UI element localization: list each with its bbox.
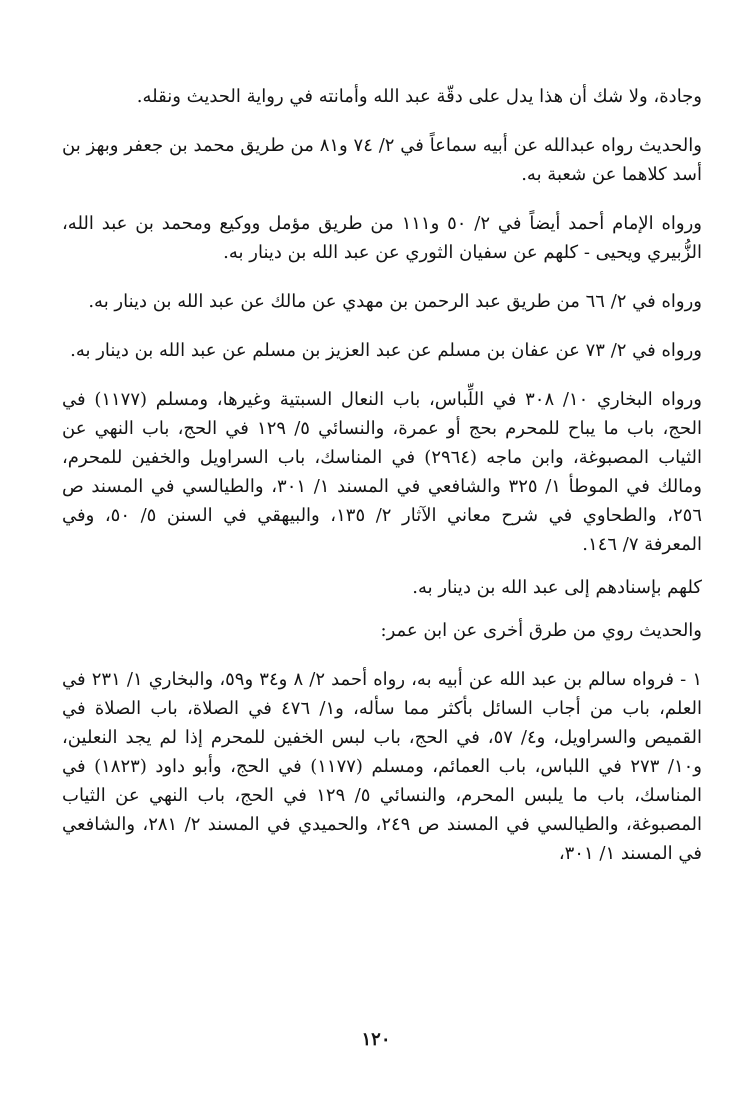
page-number: ١٢٠: [361, 1029, 391, 1050]
paragraph-ahmad-narration: ورواه الإمام أحمد أيضاً في ٢/ ٥٠ و١١١ من طريق مؤمل ووكيع ومحمد بن عبد الله، الزُّبيري ويحيى - كلهم عن سفيان الثوري عن عبد الله بن دينار به.: [62, 213, 702, 263]
paragraph-bukhari-narration: ورواه البخاري ١٠/ ٣٠٨ في اللِّباس، باب النعال السبتية وغيرها، ومسلم (١١٧٧) في الحج، باب ما يباح للمحرم بحج أو عمرة، والنسائي ٥/ ١٢٩ في الحج، باب النهي عن الثياب المصبوغة، وابن ماجه (٢٩٦٤) في المناسك، باب السراويل والخفين للمحرم، ومالك في الموطأ ١/ ٣٢٥ والشافعي في المسند ١/ ٣٠١، والطيالسي في المسند ص ٢٥٦، والطحاوي في شرح معاني الآثار ٢/ ١٣٥، والبيهقي في السنن ٥/ ٥٠، وفي المعرفة ٧/ ١٤٦.: [62, 389, 703, 555]
paragraph-isnad-summary: كلهم بإسنادهم إلى عبد الله بن دينار به.: [412, 577, 702, 598]
paragraph-affan-narration: ورواه في ٢/ ٧٣ عن عفان بن مسلم عن عبد العزيز بن مسلم عن عبد الله بن دينار به.: [70, 340, 702, 361]
paragraph-continuation: وجادة، ولا شك أن هذا يدل على دقّة عبد الله وأمانته في رواية الحديث ونقله.: [136, 86, 702, 107]
paragraph-abdullah-narration: والحديث رواه عبدالله عن أبيه سماعاً في ٢/ ٧٤ و٨١ من طريق محمد بن جعفر وبهز بن أسد كلاهما عن شعبة به.: [62, 135, 702, 185]
paragraph-ibn-mahdi-narration: ورواه في ٢/ ٦٦ من طريق عبد الرحمن بن مهدي عن مالك عن عبد الله بن دينار به.: [88, 291, 702, 312]
page-body: [62, 82, 702, 868]
paragraph-salim-narration: ١ - فرواه سالم بن عبد الله عن أبيه به، رواه أحمد ٢/ ٨ و٣٤ و٥٩، والبخاري ١/ ٢٣١ في العلم، باب من أجاب السائل بأكثر مما سأله، و١/ ٤٧٦ في الصلاة، باب الصلاة في القميص والسراويل، و٤/ ٥٧، في الحج، باب لبس الخفين للمحرم إذا لم يجد النعلين، و١٠/ ٢٧٣ في اللباس، باب العمائم، ومسلم (١١٧٧) في الحج، وأبو داود (١٨٢٣) في المناسك، باب ما يلبس المحرم، والنسائي ٥/ ١٢٩ في الحج، باب النهي عن الثياب المصبوغة، والطيالسي في المسند ص ٢٤٩، والحميدي في المسند ٢/ ٢٨١، والشافعي في المسند ١/ ٣٠١،: [62, 669, 703, 864]
paragraph-other-routes: والحديث روي من طرق أخرى عن ابن عمر:: [380, 620, 702, 641]
